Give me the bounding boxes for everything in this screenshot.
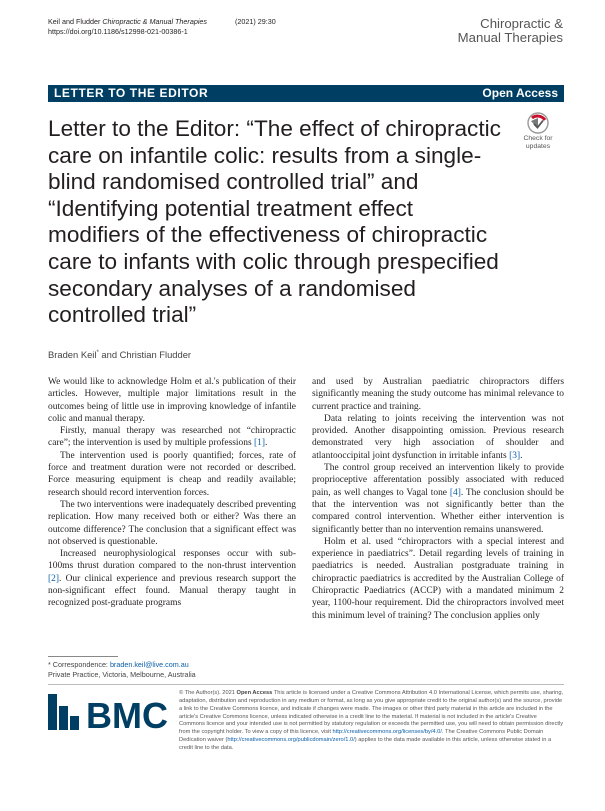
cc0-link[interactable]: http://creativecommons.org/publicdomain/zero/1.0/ (227, 737, 355, 744)
paragraph-text: . The conclusion should be that the intervention was not significantly better than the compared control intervention. Whether either intervention is significantly better than no intervention remains unanswered. (312, 487, 564, 535)
correspondence-footnote (48, 660, 196, 680)
paragraph-text: Increased neurophysiological responses occur with sub-100ms thrust duration compared to the non-thrust intervention (48, 549, 296, 572)
license-text: This article is licensed under a Creative Commons Attribution 4.0 International License, which permits use, sharing, adaptation, distribution and reproduction in any medium or format, as long as you give appropriate credit to the original author(s) and the source, provide a link to the Creative Commons licence, and indicate if changes were made. The images or other third party material in this article are included in the article's Creative Commons licence, unless indicated otherwise in a credit line to the material. If material is not included in the article's Creative Commons licence and your intended use is not permitted by statutory regulation or exceeds the permitted use, you will need to obtain permission directly from the copyright holder. To view a copy of this licence, visit (179, 690, 564, 736)
journal-brand-line2: Manual Therapies (457, 30, 563, 45)
citation-link[interactable]: [3] (509, 450, 521, 461)
paragraph-text: The control group received an intervention likely to provide proprioceptive afferentation possibly associated with reduced pain, as well changes to Vagal tone (312, 463, 564, 498)
email-link[interactable]: braden.keil@live.com.au (109, 660, 189, 669)
paragraph-text: Data relating to joints receiving the intervention was not provided. Another disappointing omission. Previous research demonstrated very high association of shoulder and atlantooccipital joint dysfunction in irritable infants (312, 413, 564, 461)
paragraph: Holm et al. used “chiropractors with a special interest and experience in paediatrics”. Detail regarding levels of training in paediatrics is needed. Australian postgraduate training in chiropractic paediatrics is accredited by the Australian College of Chiropractic Paediatrics (ACCP) with a mandated minimum 2 year, 1100-hour requirement. Did the chiropractors involved meet this minimum level of training? The conclusion applies only (312, 536, 564, 621)
body-column-left (48, 376, 296, 610)
license-text: . The Creative Commons Public Domain Dedication waiver ( (179, 729, 544, 744)
footnote-divider (48, 656, 118, 657)
paragraph (48, 425, 296, 450)
paragraph-text: . Our clinical experience and previous research support the non-significant effect found. Manual therapy taught in recognized post-graduate programs (48, 573, 296, 609)
section-label: LETTER TO THE EDITOR (54, 86, 209, 100)
check-for-updates-label[interactable] (510, 135, 566, 150)
citation-link[interactable]: [1] (254, 438, 266, 449)
citation-ref: (2021) 29:30 (235, 17, 276, 26)
citation-link[interactable]: [4] (449, 487, 461, 498)
badge-line2: updates (525, 142, 551, 150)
affiliation: Private Practice, Victoria, Melbourne, Australia (48, 670, 196, 679)
license-text: ) applies to the data made available in this article, unless otherwise stated in a credit line to the data. (179, 737, 552, 751)
open-access-label: Open Access (482, 86, 558, 100)
paragraph: and used by Australian paediatric chiropractors differs significantly meaning the study outcome has minimal relevance to current practice and training. (312, 377, 564, 412)
body-column-right (312, 376, 564, 622)
citation-line (48, 17, 276, 27)
paragraph (312, 413, 564, 462)
citation-journal: Chiropractic & Manual Therapies (102, 17, 208, 26)
badge-line1: Check for (523, 135, 553, 142)
correspondence-mark: * (96, 349, 99, 356)
article-title: Letter to the Editor: “The effect of chiropractic care on infantile colic: results from a single-blind randomised controlled trial” and “Identifying potential treatment effect modifiers of the effectiveness of chiropractic care to infants with colic through prespecified secondary analyses of a randomised controlled trial” (48, 116, 501, 328)
license-statement (179, 690, 564, 753)
citation-authors: Keil and Fludder (48, 17, 101, 26)
running-header (48, 17, 276, 37)
svg-text:BMC: BMC (86, 695, 168, 732)
journal-brand (458, 17, 563, 45)
open-access-label-small: Open Access (236, 690, 273, 696)
license-divider (48, 684, 564, 685)
journal-brand-line1: Chiropractic & (480, 16, 563, 31)
correspondence-label: * Correspondence: (48, 660, 110, 669)
author-name[interactable]: Braden Keil (48, 349, 97, 360)
author-name[interactable]: and Christian Fludder (98, 349, 192, 360)
paragraph-text: . (265, 438, 268, 449)
paragraph (312, 462, 564, 536)
bmc-logo (48, 692, 172, 732)
cc-by-link[interactable]: http://creativecommons.org/licenses/by/4.0/ (332, 729, 442, 736)
citation-link[interactable]: [2] (48, 573, 60, 584)
paragraph: The intervention used is poorly quantified; forces, rate of force and treatment duration were not recorded or described. Force measuring equipment is cheap and readily available; research should record intervention forces. (48, 450, 296, 498)
paragraph (48, 548, 296, 609)
paragraph-text: . (520, 450, 523, 461)
copyright: © The Author(s). 2021 (179, 690, 237, 696)
paragraph: We would like to acknowledge Holm et al.'s publication of their articles. However, multiple major limitations result in the outcomes being of little use in improving knowledge of infantile colic and manual therapy. (48, 377, 296, 424)
paragraph-text: Firstly, manual therapy was researched not “chiropractic care”; the intervention is used by multiple professions (48, 426, 296, 449)
paragraph: The two interventions were inadequately described preventing replication. How many received both or either? Was there an outcome difference? The conclusion that a significant effect was not observed is questionable. (48, 499, 296, 547)
author-list (48, 349, 191, 360)
correspondence-line (48, 660, 196, 670)
doi-link[interactable]: https://doi.org/10.1186/s12998-021-00386-1 (48, 27, 188, 36)
